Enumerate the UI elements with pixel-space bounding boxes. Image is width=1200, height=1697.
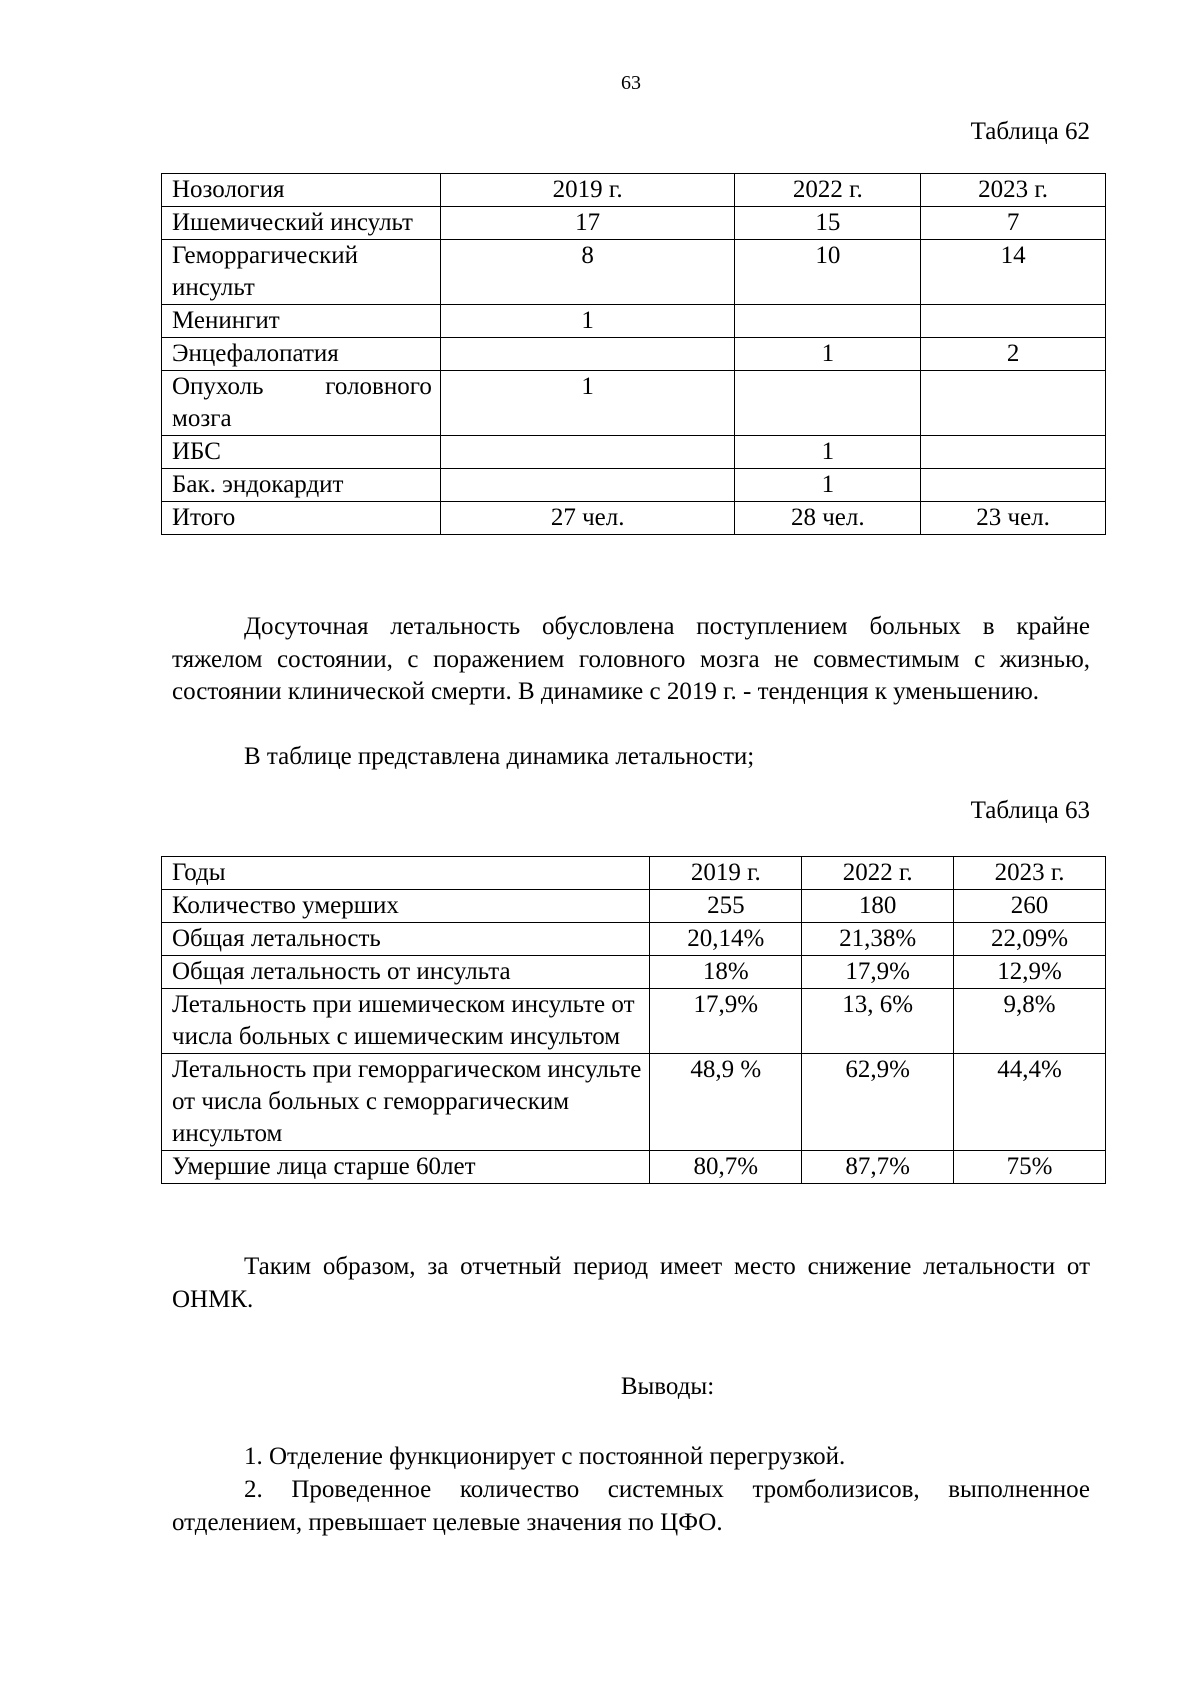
- table-cell: 44,4%: [954, 1054, 1106, 1151]
- table-row: [162, 956, 1106, 989]
- paragraph-mortality-cause: Досуточная летальность обусловлена поступлением больных в крайне тяжелом состоянии, с поражением головного мозга не совместимым с жизнью, состоянии клинической смерти. В динамике с 2019 г. - тенденция к уменьшению.: [172, 613, 1090, 705]
- table-cell: 28 чел.: [735, 502, 921, 535]
- table-cell: 1: [735, 436, 921, 469]
- table-cell: Итого: [162, 502, 441, 535]
- table-cell: 23 чел.: [921, 502, 1106, 535]
- table-cell: 62,9%: [802, 1054, 954, 1151]
- table-cell: 1: [440, 371, 735, 436]
- table-row: [162, 240, 1106, 305]
- table-cell: [440, 469, 735, 502]
- table-cell: 12,9%: [954, 956, 1106, 989]
- table-row: [162, 923, 1106, 956]
- table-cell: ИБС: [162, 436, 441, 469]
- table-row: [162, 371, 1106, 436]
- table-cell: 17,9%: [650, 989, 802, 1054]
- table-cell: Менингит: [162, 305, 441, 338]
- table-header-cell: 2023 г.: [921, 174, 1106, 207]
- table-header-cell: 2022 г.: [802, 857, 954, 890]
- table-cell: 17,9%: [802, 956, 954, 989]
- paragraph-table-intro: В таблице представлена динамика летальности;: [244, 743, 755, 770]
- table-cell: 180: [802, 890, 954, 923]
- table-63: [161, 856, 1106, 1184]
- paragraph-summary: Таким образом, за отчетный период имеет место снижение летальности от ОНМК.: [172, 1253, 1090, 1313]
- table-cell: 15: [735, 207, 921, 240]
- table-cell: Летальность при ишемическом инсульте от числа больных с ишемическим инсультом: [162, 989, 650, 1054]
- table-header-cell: 2019 г.: [440, 174, 735, 207]
- table-header-cell: 2019 г.: [650, 857, 802, 890]
- table-cell: 9,8%: [954, 989, 1106, 1054]
- table-cell: 80,7%: [650, 1151, 802, 1184]
- table-cell: [735, 371, 921, 436]
- table-cell: 87,7%: [802, 1151, 954, 1184]
- table-cell: [735, 305, 921, 338]
- table-cell: Общая летальность: [162, 923, 650, 956]
- table-cell: 1: [735, 338, 921, 371]
- page-number: 63: [621, 72, 641, 94]
- table-cell: [440, 436, 735, 469]
- table-cell: Бак. эндокардит: [162, 469, 441, 502]
- table-62: [161, 173, 1106, 535]
- table-cell: 20,14%: [650, 923, 802, 956]
- table-header-cell: Годы: [162, 857, 650, 890]
- table-cell: 2: [921, 338, 1106, 371]
- table-cell: Умершие лица старше 60лет: [162, 1151, 650, 1184]
- table-row: [162, 1054, 1106, 1151]
- table-total-row: [162, 502, 1106, 535]
- table-cell: 18%: [650, 956, 802, 989]
- table-cell: 14: [921, 240, 1106, 305]
- table-cell: 260: [954, 890, 1106, 923]
- table-cell: 8: [440, 240, 735, 305]
- table-62-label: Таблица 62: [970, 118, 1090, 145]
- conclusions-title: Выводы:: [620, 1373, 715, 1400]
- table-cell: Количество умерших: [162, 890, 650, 923]
- table-cell: 1: [440, 305, 735, 338]
- table-cell: Опухоль головного мозга: [162, 371, 441, 436]
- table-cell: Энцефалопатия: [162, 338, 441, 371]
- table-cell: 10: [735, 240, 921, 305]
- table-cell: [921, 305, 1106, 338]
- table-cell: 1: [735, 469, 921, 502]
- table-cell: 255: [650, 890, 802, 923]
- table-cell: 48,9 %: [650, 1054, 802, 1151]
- conclusion-item: 1. Отделение функционирует с постоянной перегрузкой.: [244, 1443, 846, 1470]
- table-cell: Геморрагический инсульт: [162, 240, 441, 305]
- table-row: [162, 207, 1106, 240]
- conclusion-item: 2. Проведенное количество системных тромболизисов, выполненное отделением, превышает целевые значения по ЦФО.: [172, 1476, 1090, 1536]
- table-cell: Летальность при геморрагическом инсульте от числа больных с геморрагическим инсультом: [162, 1054, 650, 1151]
- table-row: [162, 989, 1106, 1054]
- table-row: [162, 338, 1106, 371]
- table-header-row: [162, 174, 1106, 207]
- table-header-row: [162, 857, 1106, 890]
- table-cell: [921, 436, 1106, 469]
- table-cell: Общая летальность от инсульта: [162, 956, 650, 989]
- table-header-cell: 2023 г.: [954, 857, 1106, 890]
- table-cell: [921, 469, 1106, 502]
- table-63-label: Таблица 63: [970, 797, 1090, 824]
- table-row: [162, 469, 1106, 502]
- table-cell: [440, 338, 735, 371]
- table-row: [162, 305, 1106, 338]
- table-cell: 22,09%: [954, 923, 1106, 956]
- table-cell: 13, 6%: [802, 989, 954, 1054]
- table-header-cell: Нозология: [162, 174, 441, 207]
- table-header-cell: 2022 г.: [735, 174, 921, 207]
- table-row: [162, 890, 1106, 923]
- table-cell: 75%: [954, 1151, 1106, 1184]
- table-cell: Ишемический инсульт: [162, 207, 441, 240]
- table-cell: [921, 371, 1106, 436]
- table-cell: 27 чел.: [440, 502, 735, 535]
- table-cell: 21,38%: [802, 923, 954, 956]
- table-row: [162, 1151, 1106, 1184]
- table-cell: 7: [921, 207, 1106, 240]
- table-cell: 17: [440, 207, 735, 240]
- table-row: [162, 436, 1106, 469]
